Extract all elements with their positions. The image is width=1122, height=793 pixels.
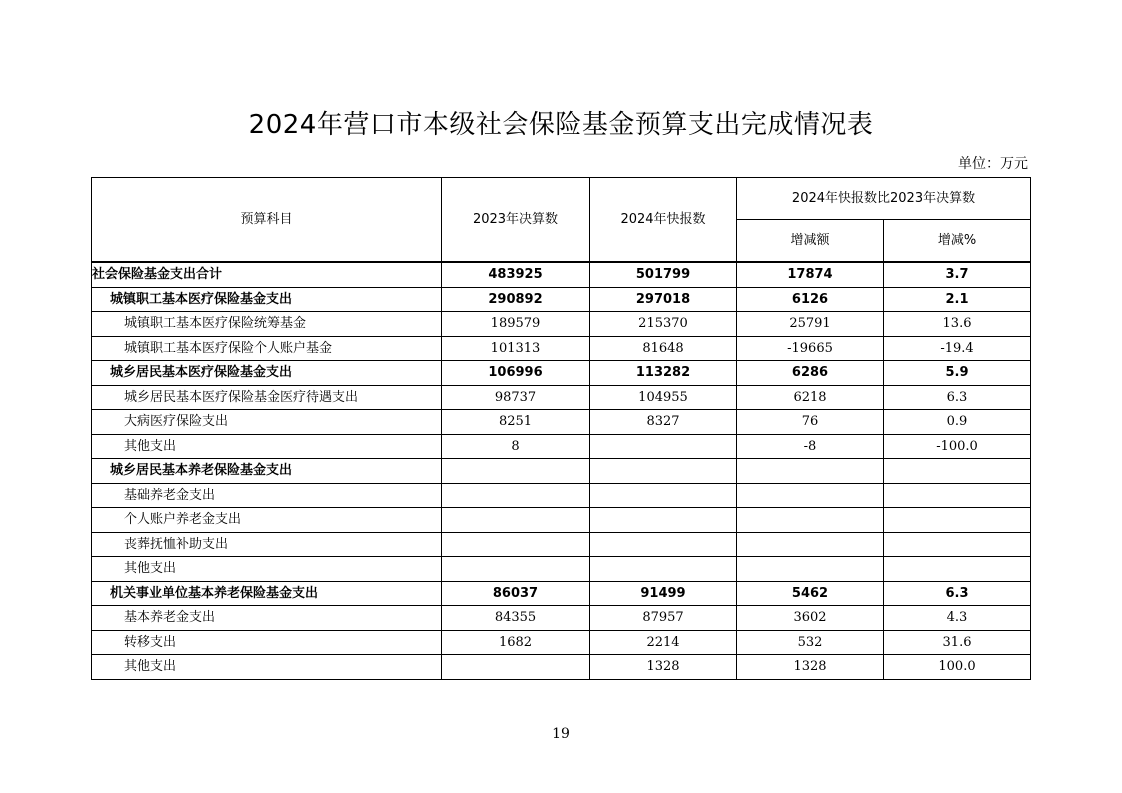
row-2024: 87957 [590,606,737,631]
row-2024 [590,459,737,484]
header-pct: 增减% [884,220,1031,263]
row-name: 社会保险基金支出合计 [92,262,442,287]
row-diff: 5462 [737,581,884,606]
row-name: 机关事业单位基本养老保险基金支出 [92,581,442,606]
row-diff: 76 [737,410,884,435]
row-name: 转移支出 [92,630,442,655]
table-row [92,434,1031,459]
table-row [92,262,1031,287]
row-name: 城镇职工基本医疗保险基金支出 [92,287,442,312]
row-diff: 532 [737,630,884,655]
row-name: 其他支出 [92,434,442,459]
row-pct: 13.6 [884,312,1031,337]
row-pct: 6.3 [884,581,1031,606]
row-2024 [590,508,737,533]
row-2024: 297018 [590,287,737,312]
row-2023 [442,483,590,508]
table-row [92,336,1031,361]
row-pct: 100.0 [884,655,1031,680]
row-pct: 0.9 [884,410,1031,435]
header-diff: 增减额 [737,220,884,263]
row-2024 [590,483,737,508]
row-2023: 290892 [442,287,590,312]
row-2024 [590,434,737,459]
row-diff: 6218 [737,385,884,410]
unit-label: 单位：万元 [958,156,1028,172]
row-name: 城镇职工基本医疗保险统筹基金 [92,312,442,337]
row-name: 个人账户养老金支出 [92,508,442,533]
row-pct: -19.4 [884,336,1031,361]
row-pct [884,483,1031,508]
row-name: 城乡居民基本医疗保险基金支出 [92,361,442,386]
row-pct: 31.6 [884,630,1031,655]
row-pct: 5.9 [884,361,1031,386]
budget-table [91,177,1031,680]
row-2024: 1328 [590,655,737,680]
row-pct: 3.7 [884,262,1031,287]
table-row [92,606,1031,631]
row-diff: -19665 [737,336,884,361]
row-2024: 2214 [590,630,737,655]
row-diff [737,532,884,557]
row-diff: 1328 [737,655,884,680]
header-2023: 2023年决算数 [442,178,590,263]
row-2023 [442,655,590,680]
table-row [92,655,1031,680]
row-2024: 8327 [590,410,737,435]
row-diff: 3602 [737,606,884,631]
page-number: 19 [552,726,570,742]
row-name: 基础养老金支出 [92,483,442,508]
table-row [92,312,1031,337]
row-diff: -8 [737,434,884,459]
table-row [92,459,1031,484]
row-2023 [442,557,590,582]
header-subject: 预算科目 [92,178,442,263]
row-2024: 501799 [590,262,737,287]
row-pct [884,508,1031,533]
row-diff: 25791 [737,312,884,337]
row-2024: 215370 [590,312,737,337]
table-row [92,410,1031,435]
row-2023: 189579 [442,312,590,337]
row-name: 城乡居民基本医疗保险基金医疗待遇支出 [92,385,442,410]
row-pct [884,532,1031,557]
row-2023 [442,459,590,484]
row-2023: 101313 [442,336,590,361]
row-2024: 81648 [590,336,737,361]
row-2023 [442,508,590,533]
row-diff [737,508,884,533]
row-2023: 84355 [442,606,590,631]
row-2024: 104955 [590,385,737,410]
row-pct [884,557,1031,582]
row-name: 其他支出 [92,557,442,582]
row-name: 大病医疗保险支出 [92,410,442,435]
row-pct: -100.0 [884,434,1031,459]
row-pct [884,459,1031,484]
header-compare: 2024年快报数比2023年决算数 [737,178,1031,220]
row-2023: 1682 [442,630,590,655]
row-2024: 113282 [590,361,737,386]
table-row [92,532,1031,557]
row-pct: 6.3 [884,385,1031,410]
table-row [92,385,1031,410]
row-2024 [590,557,737,582]
row-diff: 17874 [737,262,884,287]
row-2024 [590,532,737,557]
row-2023: 483925 [442,262,590,287]
row-name: 其他支出 [92,655,442,680]
row-2023: 86037 [442,581,590,606]
row-name: 城镇职工基本医疗保险个人账户基金 [92,336,442,361]
page-title: 2024年营口市本级社会保险基金预算支出完成情况表 [248,110,874,140]
table-row [92,508,1031,533]
row-2023: 98737 [442,385,590,410]
row-diff [737,557,884,582]
row-name: 城乡居民基本养老保险基金支出 [92,459,442,484]
row-2023 [442,532,590,557]
table-row [92,287,1031,312]
table-row [92,630,1031,655]
row-diff: 6286 [737,361,884,386]
row-diff [737,459,884,484]
table-row [92,483,1031,508]
row-name: 基本养老金支出 [92,606,442,631]
row-2023: 106996 [442,361,590,386]
row-2023: 8 [442,434,590,459]
row-diff [737,483,884,508]
row-pct: 2.1 [884,287,1031,312]
row-diff: 6126 [737,287,884,312]
header-2024: 2024年快报数 [590,178,737,263]
row-pct: 4.3 [884,606,1031,631]
table-row [92,557,1031,582]
row-2023: 8251 [442,410,590,435]
table-row [92,361,1031,386]
row-name: 丧葬抚恤补助支出 [92,532,442,557]
row-2024: 91499 [590,581,737,606]
table-row [92,581,1031,606]
